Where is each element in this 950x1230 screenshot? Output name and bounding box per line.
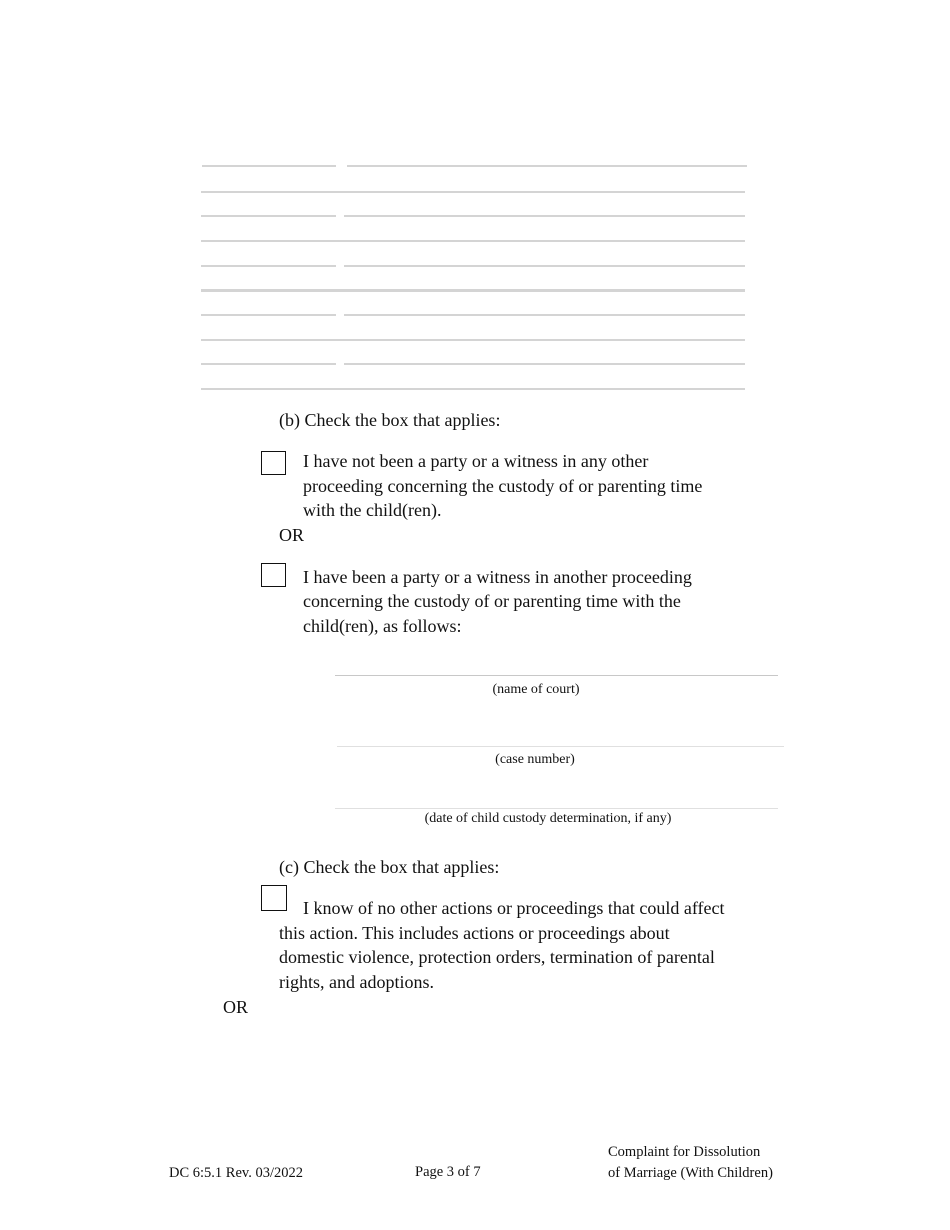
option-text-line: I have not been a party or a witness in any other: [303, 451, 649, 471]
case-number-line[interactable]: [337, 746, 784, 747]
checkbox-no-other-actions[interactable]: [261, 885, 287, 911]
table-row-line[interactable]: [202, 165, 336, 167]
table-row-line[interactable]: [201, 265, 336, 267]
table-row-line[interactable]: [201, 240, 745, 242]
option-text-line: I know of no other actions or proceedings that could affect: [303, 898, 725, 918]
table-row-line[interactable]: [201, 289, 745, 292]
section-c-heading: (c) Check the box that applies:: [279, 857, 500, 877]
table-row-line[interactable]: [201, 314, 336, 316]
section-b-heading: (b) Check the box that applies:: [279, 410, 501, 430]
option-text-line: concerning the custody of or parenting time with the: [303, 591, 681, 611]
form-title-line: of Marriage (With Children): [608, 1165, 773, 1181]
option-text-line: rights, and adoptions.: [279, 972, 434, 992]
name-of-court-caption: (name of court): [492, 682, 580, 697]
table-row-line[interactable]: [344, 265, 745, 267]
table-row-line[interactable]: [201, 215, 336, 217]
checkbox-was-party[interactable]: [261, 563, 286, 587]
table-row-line[interactable]: [344, 314, 745, 316]
option-text-line: child(ren), as follows:: [303, 616, 462, 636]
option-text-line: this action. This includes actions or proceedings about: [279, 923, 670, 943]
table-row-line[interactable]: [201, 339, 745, 341]
table-row-line[interactable]: [201, 388, 745, 390]
date-of-determination-line[interactable]: [335, 808, 778, 809]
table-row-line[interactable]: [201, 191, 745, 193]
option-text-line: I have been a party or a witness in another proceeding: [303, 567, 692, 587]
form-id: DC 6:5.1 Rev. 03/2022: [169, 1165, 303, 1181]
option-text-line: with the child(ren).: [303, 500, 442, 520]
table-row-line[interactable]: [344, 215, 745, 217]
checkbox-not-party[interactable]: [261, 451, 286, 475]
option-text-line: proceeding concerning the custody of or parenting time: [303, 476, 703, 496]
or-label: OR: [279, 525, 305, 545]
table-row-line[interactable]: [344, 363, 745, 365]
table-row-line[interactable]: [201, 363, 336, 365]
page-number: Page 3 of 7: [415, 1164, 481, 1180]
form-title-line: Complaint for Dissolution: [608, 1144, 761, 1160]
table-row-line[interactable]: [347, 165, 747, 167]
date-of-determination-caption: (date of child custody determination, if any): [424, 811, 672, 826]
option-text-line: domestic violence, protection orders, termination of parental: [279, 947, 715, 967]
case-number-caption: (case number): [495, 752, 575, 767]
or-label: OR: [223, 997, 249, 1017]
name-of-court-line[interactable]: [335, 675, 778, 676]
